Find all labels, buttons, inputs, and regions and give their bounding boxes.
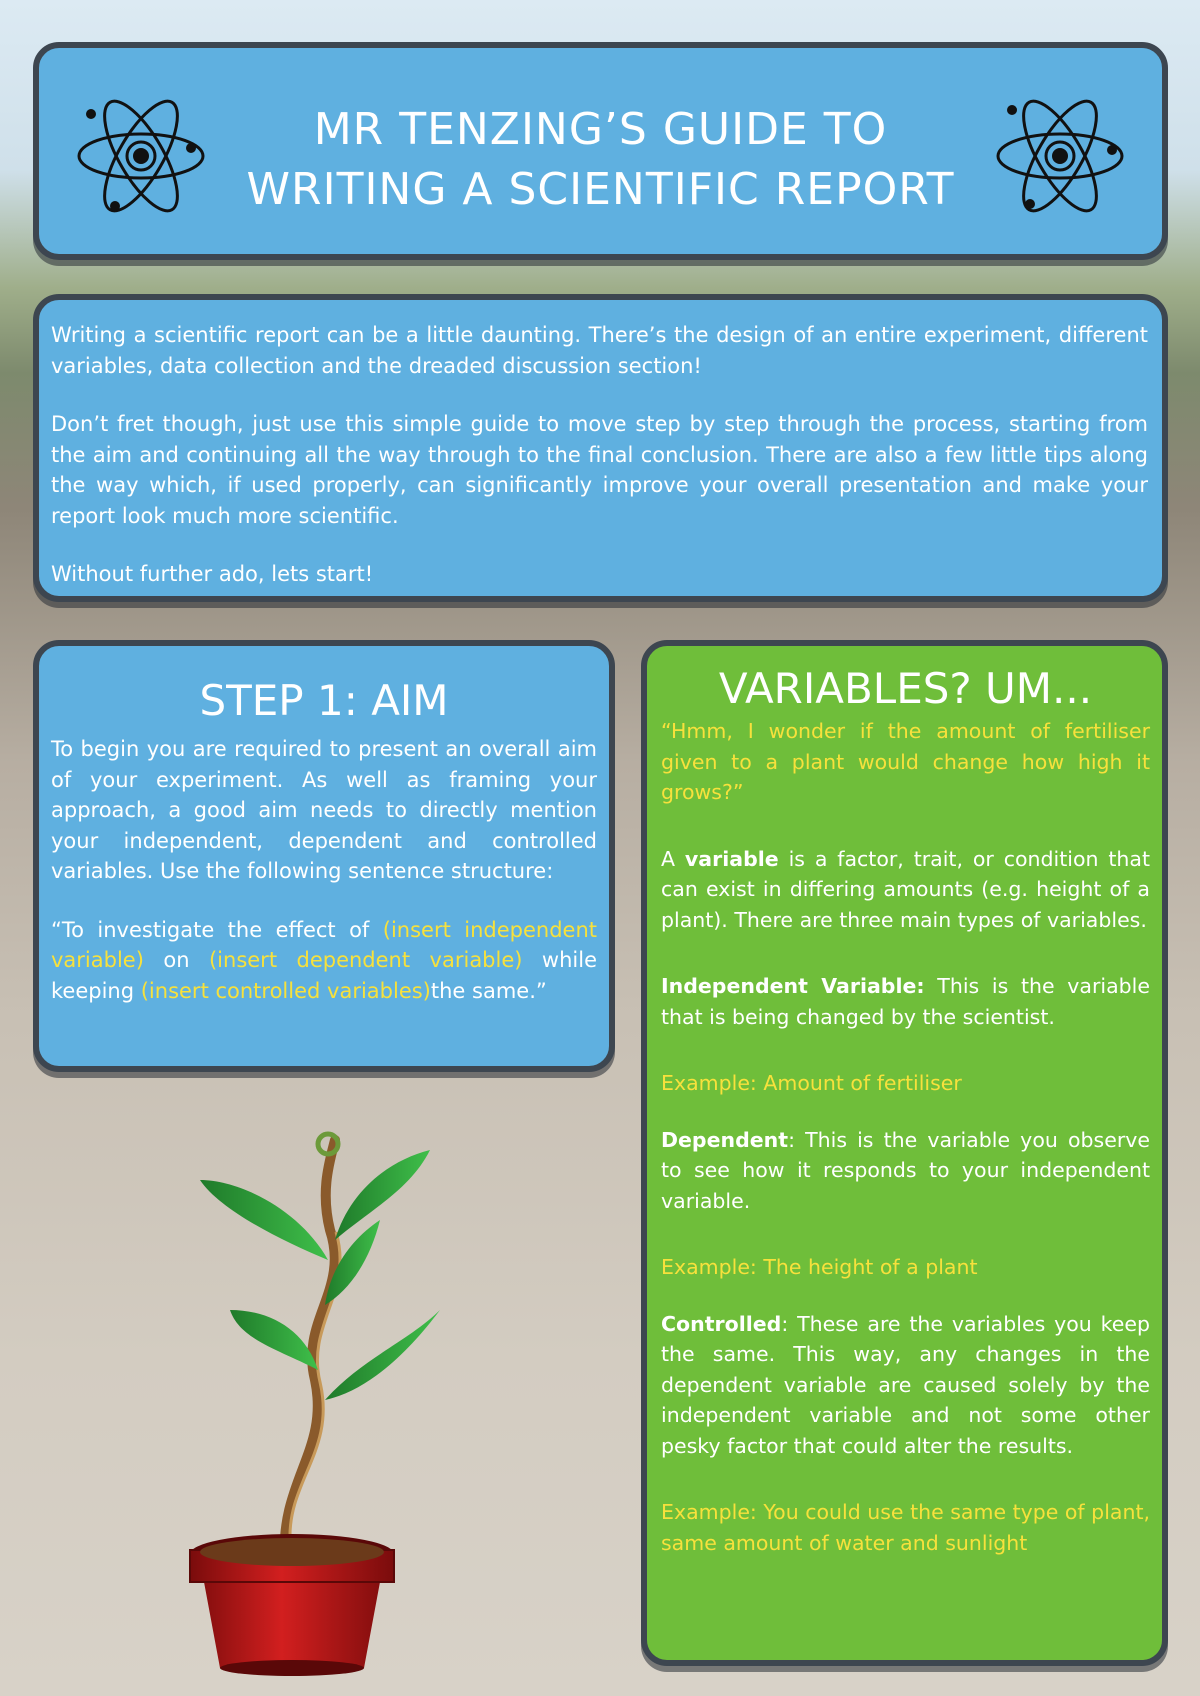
intro-paragraph-1: Writing a scientific report can be a little daunting. There’s the design of an entire experiment, different variables, data collection and the dreaded discussion section! — [51, 323, 1148, 378]
dependent-variable-description — [661, 1125, 1150, 1217]
controlled-term: Controlled — [661, 1311, 782, 1336]
dependent-term: Dependent — [661, 1127, 789, 1152]
variables-quote: “Hmm, I wonder if the amount of fertiliser given to a plant would change how high it grows?” — [661, 719, 1150, 804]
title-line-1: MR TENZING’S GUIDE TO — [313, 104, 888, 155]
definition-text: A — [661, 846, 685, 871]
intro-paragraph-2: Don’t fret though, just use this simple guide to move step by step through the process, starting from the aim and continuing all the way through to the final conclusion. There are also a few little tips along the way which, if used properly, can significantly improve your overall presentation and make your report look much more scientific. — [51, 412, 1148, 528]
definition-text: is a factor, trait, or condition that can exist in differing amounts (e.g. height of a plant). There are three main types of variables. — [661, 846, 1150, 932]
dependent-text: : This is the variable you observe to see how it responds to your independent variable. — [661, 1127, 1150, 1213]
aim-body: To begin you are required to present an overall aim of your experiment. As well as framing your approach, a good aim needs to directly mention your independent, dependent and controlled variables. Use the following sentence structure: — [51, 737, 597, 883]
aim-heading: STEP 1: AIM — [199, 676, 449, 725]
aim-template-text: “To investigate the effect of — [51, 917, 383, 942]
variables-section — [641, 640, 1168, 1666]
independent-text: This is the variable that is being changed by the scientist. — [661, 974, 1150, 1029]
intro-section — [33, 294, 1168, 602]
aim-template-text: the same.” — [430, 978, 547, 1003]
intro-paragraph-3: Without further ado, lets start! — [51, 562, 374, 586]
independent-variable-description — [661, 971, 1150, 1032]
variable-definition — [661, 844, 1150, 936]
aim-template-independent: (insert independent variable) — [51, 917, 597, 972]
dependent-example: Example: The height of a plant — [661, 1255, 978, 1279]
aim-template-text: on — [143, 948, 209, 972]
potted-plant-illustration — [180, 1120, 440, 1680]
independent-example: Example: Amount of fertiliser — [661, 1071, 962, 1095]
independent-term: Independent Variable: — [661, 974, 925, 998]
aim-template-text: while keeping — [51, 948, 597, 1003]
definition-term: variable — [684, 846, 779, 871]
aim-template-dependent: (insert dependent variable) — [208, 948, 523, 972]
controlled-example: Example: You could use the same type of plant, same amount of water and sunlight — [661, 1500, 1150, 1555]
title-banner — [33, 42, 1168, 260]
aim-template-controlled: (insert controlled variables) — [140, 978, 431, 1003]
variables-heading: VARIABLES? UM... — [718, 664, 1093, 713]
controlled-text: : These are the variables you keep the same. This way, any changes in the dependent variable are caused solely by the independent variable and not some other pesky factor that could alter the results. — [661, 1311, 1150, 1458]
aim-section — [33, 640, 615, 1072]
controlled-variable-description — [661, 1309, 1150, 1462]
atom-icon — [990, 86, 1130, 226]
title-line-2: WRITING A SCIENTIFIC REPORT — [246, 164, 955, 215]
aim-template — [51, 915, 597, 1007]
